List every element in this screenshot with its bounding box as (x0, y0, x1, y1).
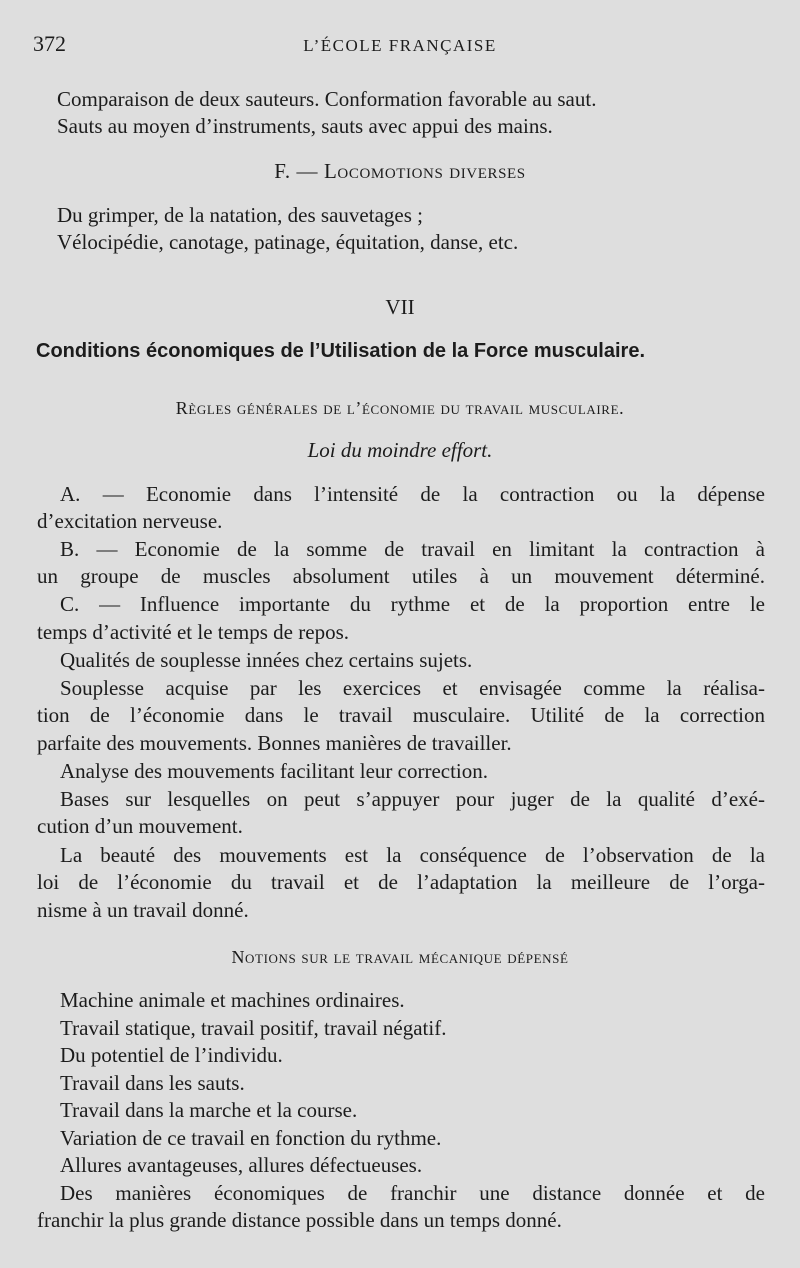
chapter-title: Conditions économiques de l’Utilisation de la Force musculaire. (36, 340, 646, 362)
text-line: temps d’activité et le temps de repos. (37, 620, 349, 644)
chapter-subheading: Règles générales de l’économie du travail musculaire. (175, 398, 625, 418)
text-line: Variation de ce travail en fonction du rythme. (60, 1126, 442, 1150)
text-line: un groupe de muscles absolument utiles à un mouvement déterminé. (37, 564, 765, 588)
text-line: Souplesse acquise par les exercices et envisagée comme la réalisa- (60, 676, 765, 700)
section-heading-notions: Notions sur le travail mécanique dépensé (231, 947, 569, 967)
text-line: Du potentiel de l’individu. (60, 1043, 283, 1067)
text-line: tion de l’économie dans le travail musculaire. Utilité de la correction (37, 703, 765, 727)
text-line: parfaite des mouvements. Bonnes manières de travailler. (37, 731, 512, 755)
text-line: Travail statique, travail positif, travail négatif. (60, 1016, 447, 1040)
text-line: C. — Influence importante du rythme et de la proportion entre le (60, 592, 765, 616)
text-line: Sauts au moyen d’instruments, sauts avec appui des mains. (57, 114, 553, 138)
page-number: 372 (33, 31, 66, 56)
text-line: Qualités de souplesse innées chez certains sujets. (60, 648, 473, 672)
running-title: L’ÉCOLE FRANÇAISE (303, 36, 497, 55)
chapter-number: VII (385, 295, 415, 319)
text-line: A. — Economie dans l’intensité de la contraction ou la dépense (60, 482, 765, 506)
text-line: Allures avantageuses, allures défectueuses. (60, 1153, 423, 1177)
text-line: Bases sur lesquelles on peut s’appuyer pour juger de la qualité d’exé- (60, 787, 765, 811)
text-line: Du grimper, de la natation, des sauvetages ; (57, 203, 423, 227)
text-line: Comparaison de deux sauteurs. Conformation favorable au saut. (57, 87, 597, 111)
text-line: d’excitation nerveuse. (37, 509, 223, 533)
text-line: nisme à un travail donné. (37, 898, 249, 922)
text-line: B. — Economie de la somme de travail en limitant la contraction à (60, 537, 765, 561)
text-line: La beauté des mouvements est la conséquence de l’observation de la (60, 843, 765, 867)
text-line: loi de l’économie du travail et de l’adaptation la meilleure de l’orga- (37, 870, 765, 894)
text-line: cution d’un mouvement. (37, 814, 243, 838)
text-line: Travail dans la marche et la course. (60, 1098, 358, 1122)
law-heading: Loi du moindre effort. (307, 438, 493, 462)
text-line: Analyse des mouvements facilitant leur correction. (60, 759, 489, 783)
text-line: Travail dans les sauts. (60, 1071, 245, 1095)
section-heading-f: F. — Locomotions diverses (274, 159, 526, 183)
text-line: Machine animale et machines ordinaires. (60, 988, 405, 1012)
text-line: Vélocipédie, canotage, patinage, équitation, danse, etc. (57, 230, 519, 254)
text-line: franchir la plus grande distance possible dans un temps donné. (37, 1208, 562, 1232)
text-line: Des manières économiques de franchir une distance donnée et de (60, 1181, 765, 1205)
